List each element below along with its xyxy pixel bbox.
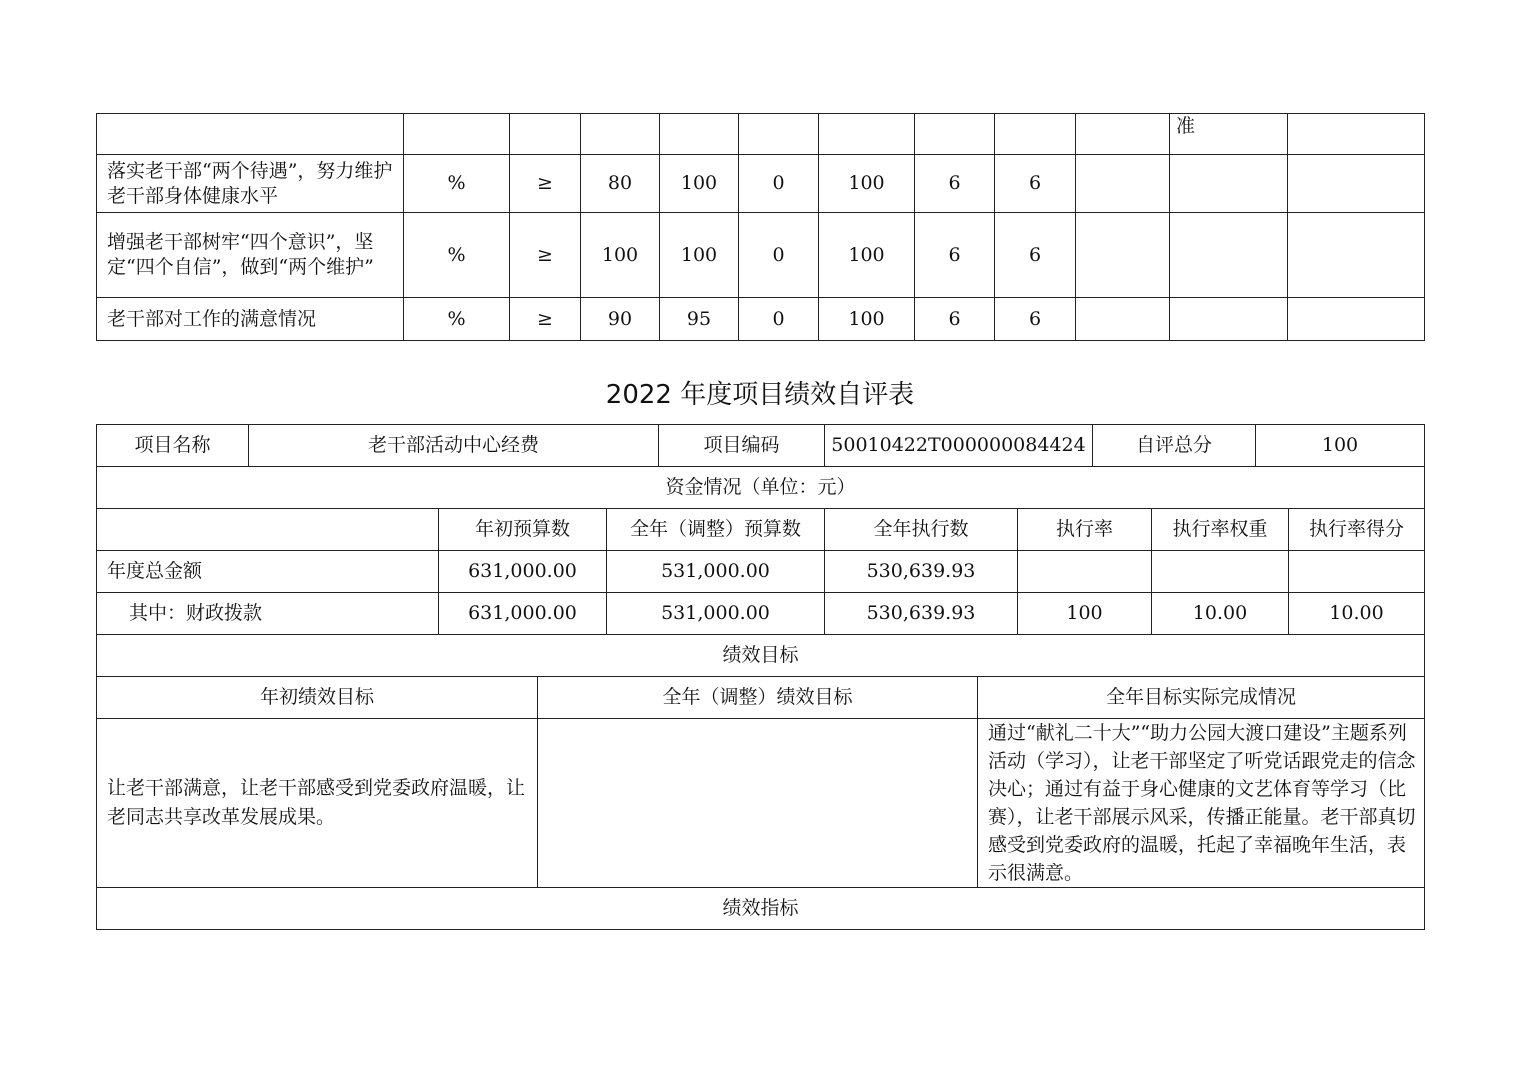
indicator-name: 落实老干部“两个待遇”，努力维护老干部身体健康水平 — [97, 155, 404, 213]
table-row — [97, 213, 1425, 298]
goals-section-header: 绩效目标 — [97, 635, 1425, 677]
value-cell: 100 — [660, 213, 739, 298]
score-value: 100 — [1256, 425, 1425, 467]
unit-cell: % — [404, 213, 510, 298]
table-row — [97, 635, 1425, 677]
indicator-name: 增强老干部树牢“四个意识”，坚定“四个自信”，做到“两个维护” — [97, 213, 404, 298]
unit-cell: % — [404, 298, 510, 341]
total-initial: 631,000.00 — [439, 551, 607, 593]
value-cell: 95 — [660, 298, 739, 341]
goals-table — [96, 676, 1425, 930]
table-row — [97, 114, 1425, 155]
header-weight: 执行率权重 — [1152, 509, 1289, 551]
header-initial-goal: 年初绩效目标 — [97, 677, 538, 719]
value-cell: 0 — [739, 213, 819, 298]
fiscal-executed: 530,639.93 — [825, 593, 1018, 635]
value-cell: 100 — [819, 213, 915, 298]
fiscal-score: 10.00 — [1289, 593, 1425, 635]
funds-section-header: 资金情况（单位：元） — [97, 467, 1425, 509]
header-score: 执行率得分 — [1289, 509, 1425, 551]
value-cell: 6 — [995, 155, 1076, 213]
project-code-value: 50010422T000000084424 — [825, 425, 1093, 467]
fiscal-weight: 10.00 — [1152, 593, 1289, 635]
value-cell: 6 — [915, 298, 995, 341]
header-adjusted: 全年（调整）预算数 — [607, 509, 825, 551]
total-adjusted: 531,000.00 — [607, 551, 825, 593]
value-cell: 0 — [739, 155, 819, 213]
table-row — [97, 888, 1425, 930]
value-cell: 0 — [739, 298, 819, 341]
fiscal-initial: 631,000.00 — [439, 593, 607, 635]
initial-goal-text: 让老干部满意，让老干部感受到党委政府温暖，让老同志共享改革发展成果。 — [97, 719, 538, 888]
unit-cell: % — [404, 155, 510, 213]
actual-completion-text: 通过“献礼二十大”“助力公园大渡口建设”主题系列活动（学习），让老干部坚定了听党话跟党走的信念决心；通过有益于身心健康的文艺体育等学习（比赛），让老干部展示风采，传播正能量。老干部真切感受到党委政府的温暖，托起了幸福晚年生活，表示很满意。 — [978, 719, 1425, 888]
value-cell: 100 — [660, 155, 739, 213]
table-row — [97, 155, 1425, 213]
header-adjusted-goal: 全年（调整）绩效目标 — [538, 677, 978, 719]
value-cell: 100 — [819, 155, 915, 213]
table-row — [97, 425, 1425, 467]
project-code-label: 项目编码 — [659, 425, 825, 467]
table-row — [97, 677, 1425, 719]
total-weight — [1152, 551, 1289, 593]
value-cell: 6 — [995, 298, 1076, 341]
project-name-value: 老干部活动中心经费 — [249, 425, 659, 467]
operator-cell: ≥ — [510, 213, 581, 298]
table-row — [97, 298, 1425, 341]
fiscal-label: 其中：财政拨款 — [97, 593, 439, 635]
value-cell: 90 — [581, 298, 660, 341]
indicators-section-header: 绩效指标 — [97, 888, 1425, 930]
total-label: 年度总金额 — [97, 551, 439, 593]
score-label: 自评总分 — [1093, 425, 1256, 467]
table-row — [97, 719, 1425, 888]
project-info-table — [96, 424, 1425, 509]
operator-cell: ≥ — [510, 155, 581, 213]
header-initial: 年初预算数 — [439, 509, 607, 551]
table-row — [97, 593, 1425, 635]
fiscal-rate: 100 — [1018, 593, 1152, 635]
adjusted-goal-text — [538, 719, 978, 888]
total-executed: 530,639.93 — [825, 551, 1018, 593]
header-actual: 全年目标实际完成情况 — [978, 677, 1425, 719]
indicator-table-continued — [96, 113, 1425, 341]
value-cell: 6 — [915, 213, 995, 298]
page-title: 2022 年度项目绩效自评表 — [605, 380, 915, 410]
header-rate: 执行率 — [1018, 509, 1152, 551]
operator-cell: ≥ — [510, 298, 581, 341]
table-row — [97, 509, 1425, 551]
value-cell: 6 — [995, 213, 1076, 298]
funds-table — [96, 508, 1425, 677]
fiscal-adjusted: 531,000.00 — [607, 593, 825, 635]
value-cell: 100 — [819, 298, 915, 341]
value-cell: 6 — [915, 155, 995, 213]
table-row — [97, 467, 1425, 509]
value-cell: 100 — [581, 213, 660, 298]
indicator-name: 老干部对工作的满意情况 — [97, 298, 404, 341]
value-cell: 80 — [581, 155, 660, 213]
note-cell: 准 — [1170, 114, 1288, 155]
project-name-label: 项目名称 — [97, 425, 249, 467]
total-score — [1289, 551, 1425, 593]
table-row — [97, 551, 1425, 593]
total-rate — [1018, 551, 1152, 593]
header-executed: 全年执行数 — [825, 509, 1018, 551]
